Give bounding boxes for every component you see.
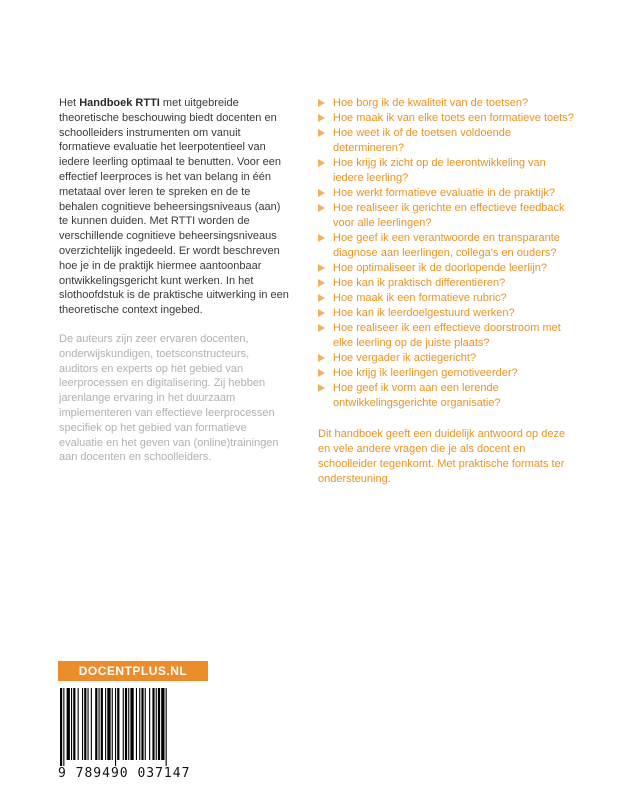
question-text: Hoe maak ik van elke toets een formatieve toets? (333, 112, 574, 124)
question-text: Hoe borg ik de kwaliteit van de toetsen? (333, 97, 529, 109)
question-item (318, 201, 578, 231)
authors-paragraph: De auteurs zijn zeer ervaren docenten, onderwijskundigen, toetsconstructeurs, auditors en experts op het gebied van leerprocessen en digitalisering. Zij hebben jarenlange ervaring in het duurzaam implementeren van effectieve leerprocessen specifiek op het gebied van formatieve evaluatie en het geven van (online)trainingen aan docenten en schoolleiders. (59, 332, 279, 464)
triangle-bullet-icon (318, 354, 325, 362)
question-item (318, 306, 578, 321)
barcode-bar (156, 688, 157, 760)
question-item (318, 366, 578, 381)
barcode-bar (158, 688, 160, 760)
barcode-bar (95, 688, 97, 760)
barcode-bar (130, 688, 133, 760)
triangle-bullet-icon (318, 129, 325, 137)
barcode-bar (73, 688, 75, 760)
barcode-bar (71, 688, 72, 760)
barcode-bar (82, 688, 83, 760)
question-text: Hoe vergader ik actiegericht? (333, 352, 477, 364)
question-text: Hoe krijg ik leerlingen gemotiveerder? (333, 367, 518, 379)
barcode-bar (60, 688, 62, 766)
triangle-bullet-icon (318, 324, 325, 332)
closing-paragraph: Dit handboek geeft een duidelijk antwoord op deze en vele andere vragen die je als docent en schoolleider tegenkomt. Met praktische formats ter ondersteuning. (318, 428, 566, 485)
question-item (318, 321, 578, 351)
barcode-bar (99, 688, 100, 760)
question-item (318, 351, 578, 366)
triangle-bullet-icon (318, 159, 325, 167)
right-column (318, 96, 578, 487)
question-text: Hoe maak ik een formatieve rubric? (333, 292, 507, 304)
barcode-bar (105, 688, 106, 760)
barcode-bar (152, 688, 154, 760)
triangle-bullet-icon (318, 189, 325, 197)
barcode-bar (91, 688, 92, 760)
question-list (318, 96, 578, 411)
question-text: Hoe optimaliseer ik de doorlopende leerlijn? (333, 262, 548, 274)
question-text: Hoe geef ik een verantwoorde en transparante diagnose aan leerlingen, collega's en ouders? (333, 232, 560, 259)
barcode-bar (78, 688, 79, 760)
question-item (318, 111, 578, 126)
left-column (59, 96, 289, 465)
triangle-bullet-icon (318, 369, 325, 377)
triangle-bullet-icon (318, 204, 325, 212)
triangle-bullet-icon (318, 384, 325, 392)
barcode-bar (101, 688, 103, 760)
intro-book-title: Handboek RTTI (79, 97, 160, 109)
barcode-graphic (58, 688, 208, 766)
triangle-bullet-icon (318, 279, 325, 287)
triangle-bullet-icon (318, 99, 325, 107)
barcode-bar (136, 688, 137, 760)
barcode-bar (115, 688, 116, 766)
publisher-badge: DOCENTPLUS.NL (58, 661, 208, 681)
barcode-bar (145, 688, 146, 760)
triangle-bullet-icon (318, 114, 325, 122)
isbn-number: 9 789490 037147 (58, 766, 191, 781)
barcode-bar (123, 688, 124, 760)
triangle-bullet-icon (318, 309, 325, 317)
triangle-bullet-icon (318, 264, 325, 272)
barcode-bar (67, 688, 70, 760)
question-item (318, 276, 578, 291)
barcode-bar (141, 688, 143, 760)
triangle-bullet-icon (318, 234, 325, 242)
barcode-bar (107, 688, 110, 760)
barcode-bar (128, 688, 129, 760)
barcode-bar (63, 688, 64, 766)
question-text: Hoe realiseer ik gerichte en effectieve feedback voor alle leerlingen? (333, 202, 565, 229)
question-item (318, 186, 578, 201)
question-item (318, 381, 578, 411)
question-item (318, 126, 578, 156)
intro-prefix: Het (59, 97, 80, 109)
question-text: Hoe realiseer ik een effectieve doorstroom met elke leerling op de juiste plaats? (333, 322, 561, 349)
barcode-bar (117, 688, 119, 760)
question-item (318, 231, 578, 261)
barcode-bar (139, 688, 140, 760)
question-text: Hoe kan ik praktisch differentiëren? (333, 277, 506, 289)
barcode-bar (88, 688, 89, 760)
question-text: Hoe krijg ik zicht op de leerontwikkeling van iedere leerling? (333, 157, 546, 184)
question-text: Hoe werkt formatieve evaluatie in de praktijk? (333, 187, 555, 199)
question-text: Hoe weet ik of de toetsen voldoende determineren? (333, 127, 511, 154)
intro-body: met uitgebreide theoretische beschouwing biedt docenten en schoolleiders instrumenten om vanuit formatieve evaluatie het leerpotentieel van iedere leerling optimaal te benutten. Voor een effectief leerproces is het van belang in één metataal over leren te spreken en de te behalen cognitieve beheersingsniveaus (aan) te kunnen duiden. Met RTTI worden de verschillende cognitieve beheersingsniveaus overzichtelijk ingedeeld. Er wordt beschreven hoe je in de praktijk hiermee aantoonbaar ontwikkelingsgericht kunt werken. In het slothoofdstuk is de praktische uitwerking in een theoretische context ingebed. (59, 97, 289, 317)
triangle-bullet-icon (318, 294, 325, 302)
question-item (318, 291, 578, 306)
barcode-bar (112, 688, 113, 760)
question-item (318, 261, 578, 276)
barcode-bar (166, 688, 167, 766)
question-item (318, 156, 578, 186)
barcode-bar (84, 688, 86, 760)
question-text: Hoe geef ik vorm aan een lerende ontwikkelingsgerichte organisatie? (333, 382, 501, 409)
question-text: Hoe kan ik leerdoelgestuurd werken? (333, 307, 515, 319)
barcode-bar (149, 688, 150, 760)
barcode-bar (161, 688, 164, 760)
question-item (318, 96, 578, 111)
barcode-bar (125, 688, 127, 760)
intro-paragraph (59, 96, 289, 318)
